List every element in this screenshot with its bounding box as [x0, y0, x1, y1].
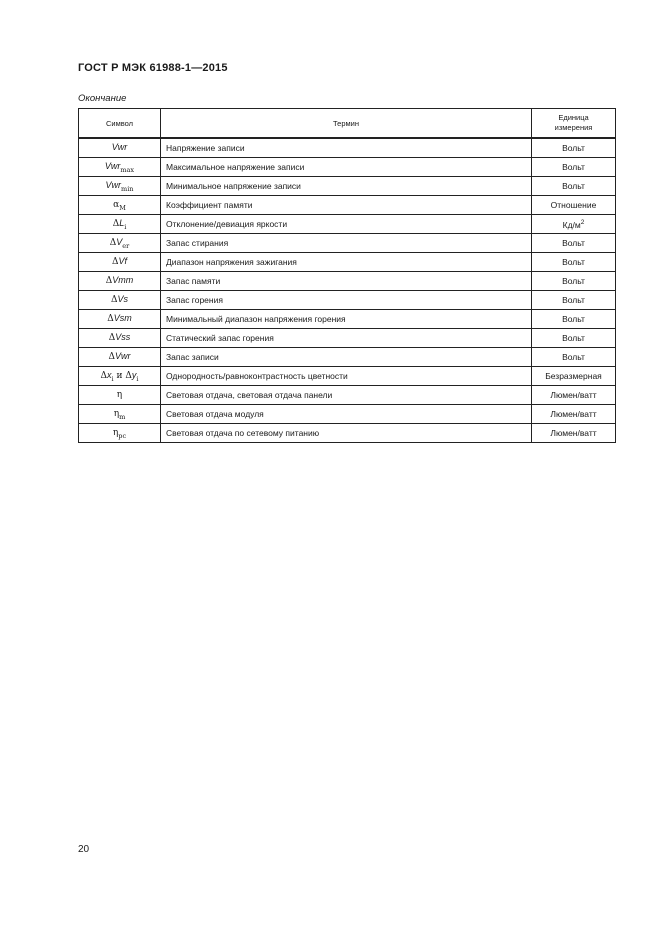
symbol-cell [79, 158, 161, 177]
table-row [79, 177, 616, 196]
unit-cell [532, 196, 616, 215]
term-cell: Диапазон напряжения зажигания [161, 253, 532, 272]
symbol-main: y [131, 369, 137, 380]
term-cell: Световая отдача по сетевому питанию [161, 424, 532, 443]
symbol-cell [79, 386, 161, 405]
unit-cell [532, 329, 616, 348]
table-row [79, 272, 616, 291]
term-cell: Коэффициент памяти [161, 196, 532, 215]
symbol-cell [79, 177, 161, 196]
unit-text: Вольт [562, 352, 585, 362]
unit-cell [532, 367, 616, 386]
term-cell: Запас горения [161, 291, 532, 310]
symbol-prefix: Δ [100, 370, 108, 381]
symbol-subscript: pc [118, 431, 127, 440]
symbol-cell [79, 196, 161, 215]
table-caption: Окончание [78, 93, 127, 104]
unit-text: Вольт [562, 276, 585, 286]
symbol-cell [79, 348, 161, 367]
symbols-table [78, 108, 616, 443]
unit-text: Люмен/ватт [550, 409, 597, 419]
header-unit-line1: Единица [558, 113, 589, 122]
unit-text: Кд/м [562, 219, 581, 230]
symbol-subscript: i [136, 374, 139, 383]
term-cell: Световая отдача модуля [161, 405, 532, 424]
symbol-cell [79, 215, 161, 234]
unit-cell [532, 158, 616, 177]
unit-cell [532, 405, 616, 424]
table-row [79, 367, 616, 386]
symbol-subscript: min [121, 184, 134, 193]
symbol-cell [79, 138, 161, 158]
symbol-main: L [119, 217, 125, 228]
unit-text: Вольт [562, 257, 585, 267]
symbol-prefix: Δ [105, 275, 113, 286]
table-row [79, 310, 616, 329]
unit-cell [532, 386, 616, 405]
symbol-prefix: Δ [108, 351, 115, 362]
symbol-cell [79, 405, 161, 424]
table-header-row [79, 109, 616, 139]
term-cell: Максимальное напряжение записи [161, 158, 532, 177]
symbol-main: x [107, 369, 112, 380]
document-header: ГОСТ Р МЭК 61988-1—2015 [78, 62, 228, 74]
symbol-main: Vmm [112, 274, 134, 285]
symbol-prefix: Δ [125, 370, 132, 381]
symbol-conjunction: и [113, 370, 126, 381]
symbol-prefix: Δ [110, 294, 118, 305]
table-row [79, 405, 616, 424]
symbol-cell [79, 234, 161, 253]
symbol-main: Vsm [113, 312, 132, 323]
unit-cell [532, 138, 616, 158]
symbol-cell [79, 329, 161, 348]
table-row [79, 158, 616, 177]
symbol-cell [79, 253, 161, 272]
symbol-main: Vwr [111, 141, 128, 152]
table-row [79, 234, 616, 253]
unit-text: Отношение [550, 200, 597, 210]
symbol-subscript: i [111, 374, 114, 383]
symbol-prefix: η [116, 389, 123, 400]
unit-text: Вольт [562, 314, 585, 324]
term-cell: Отклонение/девиация яркости [161, 215, 532, 234]
symbol-main: V [116, 236, 123, 247]
symbol-prefix: Δ [109, 237, 117, 248]
symbol-prefix: Δ [111, 256, 119, 267]
table-row [79, 424, 616, 443]
symbol-main: Vwr [104, 160, 121, 171]
term-cell: Однородность/равноконтрастность цветности [161, 367, 532, 386]
table-row [79, 253, 616, 272]
symbol-main: Vss [115, 331, 131, 342]
unit-cell [532, 234, 616, 253]
table-row [79, 329, 616, 348]
symbol-cell [79, 367, 161, 386]
unit-text: Вольт [562, 143, 585, 153]
unit-text: Вольт [562, 333, 585, 343]
header-unit-line2: измерения [554, 123, 593, 132]
symbol-main: Vf [118, 255, 127, 266]
unit-cell [532, 310, 616, 329]
header-term: Термин [161, 109, 532, 139]
symbol-prefix: α [113, 199, 120, 210]
unit-cell [532, 424, 616, 443]
symbol-cell [79, 310, 161, 329]
symbol-subscript: max [120, 165, 135, 174]
header-symbol: Символ [79, 109, 161, 139]
table-row [79, 291, 616, 310]
unit-cell [532, 291, 616, 310]
unit-text: Вольт [562, 295, 585, 305]
unit-cell [532, 177, 616, 196]
unit-text: Люмен/ватт [550, 428, 597, 438]
symbol-subscript: i [124, 222, 127, 231]
unit-text: Вольт [562, 238, 585, 248]
unit-text: Безразмерная [545, 371, 602, 381]
term-cell: Запас записи [161, 348, 532, 367]
unit-text: Вольт [562, 162, 585, 172]
header-unit [532, 109, 616, 139]
term-cell: Минимальное напряжение записи [161, 177, 532, 196]
symbol-prefix: Δ [108, 332, 116, 343]
symbol-prefix: Δ [107, 313, 114, 324]
symbol-subscript: m [119, 412, 126, 421]
symbol-main: Vs [117, 293, 128, 304]
table-row [79, 215, 616, 234]
term-cell: Запас стирания [161, 234, 532, 253]
symbol-subscript: er [122, 241, 130, 250]
table-row [79, 348, 616, 367]
symbol-cell [79, 424, 161, 443]
symbol-cell [79, 291, 161, 310]
unit-cell [532, 215, 616, 234]
term-cell: Световая отдача, световая отдача панели [161, 386, 532, 405]
symbol-prefix: η [112, 427, 119, 438]
term-cell: Минимальный диапазон напряжения горения [161, 310, 532, 329]
term-cell: Напряжение записи [161, 138, 532, 158]
unit-superscript: 2 [580, 218, 585, 226]
symbol-main: Vwr [115, 350, 131, 361]
unit-cell [532, 253, 616, 272]
table-row [79, 386, 616, 405]
term-cell: Запас памяти [161, 272, 532, 291]
symbol-cell [79, 272, 161, 291]
unit-cell [532, 272, 616, 291]
symbol-subscript: M [119, 203, 126, 212]
unit-text: Люмен/ватт [550, 390, 597, 400]
symbol-main: Vwr [105, 179, 122, 190]
term-cell: Статический запас горения [161, 329, 532, 348]
page-number: 20 [78, 844, 90, 855]
unit-text: Вольт [562, 181, 585, 191]
unit-cell [532, 348, 616, 367]
symbol-prefix: η [113, 408, 120, 419]
symbol-prefix: Δ [112, 218, 120, 229]
table-row [79, 138, 616, 158]
table-row [79, 196, 616, 215]
